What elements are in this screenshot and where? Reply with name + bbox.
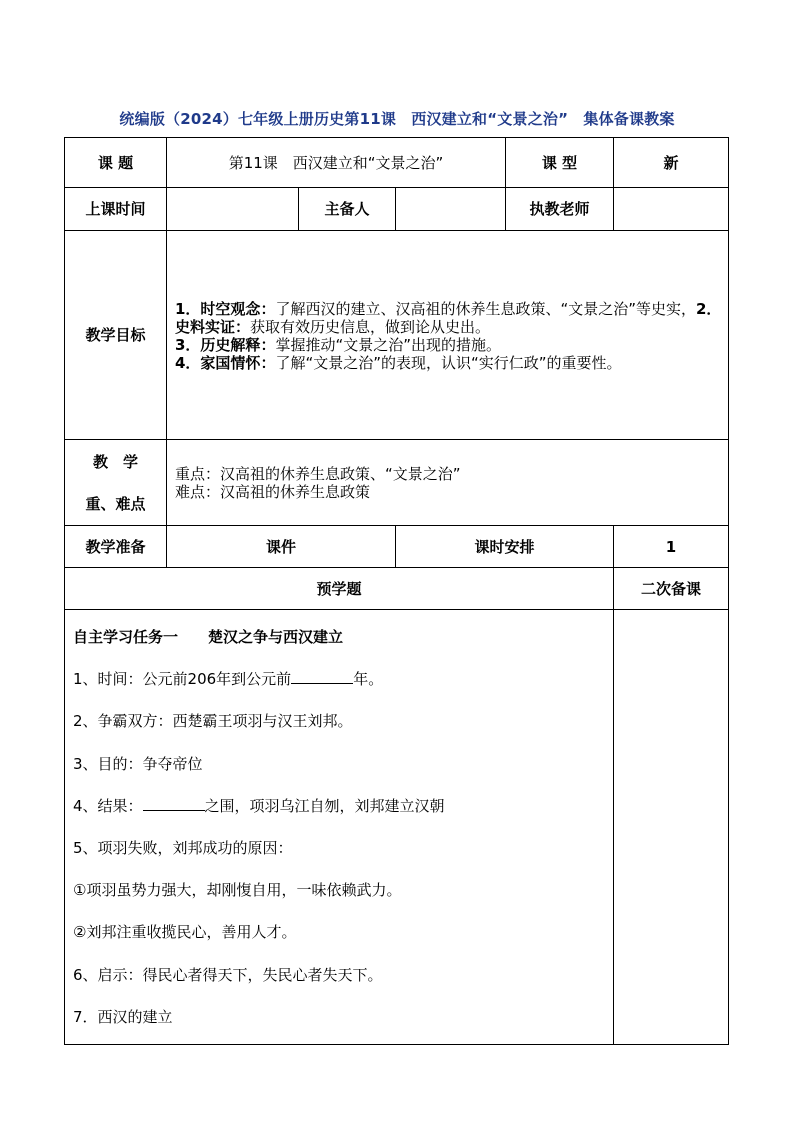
keys-label-line-2: 重、难点 [85,494,146,513]
goals-row [65,231,729,440]
time-row [65,188,729,231]
task-line-9: 7．西汉的建立 [73,1007,173,1026]
goal-2-title: 2．史料实证： [175,300,722,336]
task-line-2: 2、争霸双方：西楚霸王项羽与汉王刘邦。 [73,712,353,731]
document-title: 统编版（2024）七年级上册历史第11课 西汉建立和“文景之治” 集体备课教案 [119,110,675,128]
preview-label: 预学题 [65,568,614,610]
hours-value: 1 [614,526,729,568]
goals-label: 教学目标 [65,231,167,440]
topic-row [65,138,729,188]
topic-label: 课 题 [65,138,167,188]
goal-3-text: 掌握推动“文景之治”出现的措施。 [275,336,501,354]
second-prep-label: 二次备课 [614,568,729,610]
preparer-value[interactable] [396,188,506,231]
task-line-5: 5、项羽失败，刘邦成功的原因： [73,838,293,857]
time-value[interactable] [167,188,299,231]
preview-header-row [65,568,729,610]
task-line-6: ①项羽虽势力强大，却刚愎自用，一味依赖武力。 [73,881,402,900]
preview-content [65,610,614,1045]
preparer-label: 主备人 [299,188,396,231]
task-line-3: 3、目的：争夺帝位 [73,754,203,773]
goal-1-text: 了解西汉的建立、汉高祖的休养生息政策、“文景之治”等史实， [275,300,696,318]
answer-blank-year[interactable] [291,669,353,684]
time-label: 上课时间 [65,188,167,231]
goals-content [167,231,729,440]
keys-label [65,440,167,526]
key-point: 重点：汉高祖的休养生息政策、“文景之治” [175,464,461,483]
task-line-8: 6、启示：得民心者得天下，失民心者失天下。 [73,965,383,984]
preview-content-row [65,610,729,1045]
answer-blank-siege[interactable] [143,796,205,811]
type-value: 新 [614,138,729,188]
second-prep-content[interactable] [614,610,729,1045]
goal-4-text: 了解“文景之治”的表现，认识“实行仁政”的重要性。 [275,354,622,372]
hours-label: 课时安排 [396,526,614,568]
prep-label: 教学准备 [65,526,167,568]
keys-content [167,440,729,526]
goal-3-title: 3．历史解释： [175,336,276,354]
goal-2-text: 获取有效历史信息，做到论从史出。 [250,318,491,336]
keys-row [65,440,729,526]
teacher-label: 执教老师 [506,188,614,231]
task-line-1: 1、时间：公元前206年到公元前 年。 [73,670,384,689]
prep-value: 课件 [167,526,396,568]
task-heading: 自主学习任务一 楚汉之争与西汉建立 [73,628,344,646]
prep-row [65,526,729,568]
task-line-4: 4、结果： 之围，项羽乌江自刎，刘邦建立汉朝 [73,796,445,815]
teacher-value[interactable] [614,188,729,231]
task-line-7: ②刘邦注重收揽民心，善用人才。 [73,923,297,942]
type-label: 课 型 [506,138,614,188]
difficult-point: 难点：汉高祖的休养生息政策 [175,482,371,501]
lesson-plan-table [64,137,729,1045]
goal-1-title: 1．时空观念： [175,300,276,318]
keys-label-line-1: 教 学 [92,452,138,471]
goal-4-title: 4．家国情怀： [175,354,276,372]
topic-value: 第11课 西汉建立和“文景之治” [167,138,506,188]
